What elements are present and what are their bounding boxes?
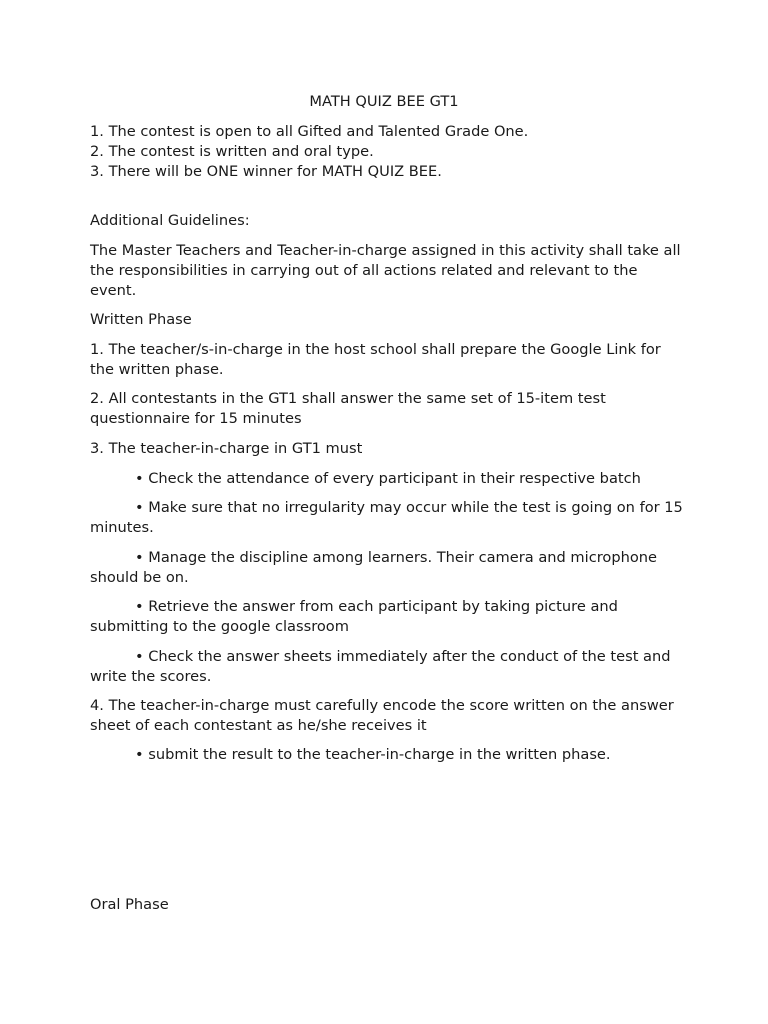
written-item-2: 2. All contestants in the GT1 shall answer the same set of 15-item test questionnaire for 15 minutes bbox=[90, 390, 606, 427]
bullet-discipline: • Manage the discipline among learners. Their camera and microphone should be on. bbox=[90, 549, 657, 586]
bullet-attendance: • Check the attendance of every participant in their respective batch bbox=[135, 470, 641, 487]
written-item-4: 4. The teacher-in-charge must carefully encode the score written on the answer sheet of each contestant as he/she receives it bbox=[90, 697, 674, 734]
responsibility-paragraph: The Master Teachers and Teacher-in-charge assigned in this activity shall take all the responsibilities in carrying out of all actions related and relevant to the event. bbox=[90, 242, 681, 299]
rule-3: 3. There will be ONE winner for MATH QUIZ BEE. bbox=[90, 163, 442, 180]
additional-guidelines-heading: Additional Guidelines: bbox=[90, 212, 250, 229]
written-item-1: 1. The teacher/s-in-charge in the host school shall prepare the Google Link for the written phase. bbox=[90, 341, 661, 378]
bullet-check-answer-sheets: • Check the answer sheets immediately after the conduct of the test and write the scores. bbox=[90, 648, 671, 685]
bullet-submit-result: • submit the result to the teacher-in-charge in the written phase. bbox=[135, 746, 611, 763]
bullet-irregularity: • Make sure that no irregularity may occur while the test is going on for 15 minutes. bbox=[90, 499, 683, 536]
oral-phase-heading: Oral Phase bbox=[90, 896, 169, 913]
bullet-retrieve-answer: • Retrieve the answer from each participant by taking picture and submitting to the google classroom bbox=[90, 598, 618, 635]
rule-1: 1. The contest is open to all Gifted and Talented Grade One. bbox=[90, 123, 529, 140]
rule-2: 2. The contest is written and oral type. bbox=[90, 143, 374, 160]
written-item-3: 3. The teacher-in-charge in GT1 must bbox=[90, 440, 363, 457]
document-title: MATH QUIZ BEE GT1 bbox=[309, 93, 459, 110]
written-phase-heading: Written Phase bbox=[90, 311, 192, 328]
